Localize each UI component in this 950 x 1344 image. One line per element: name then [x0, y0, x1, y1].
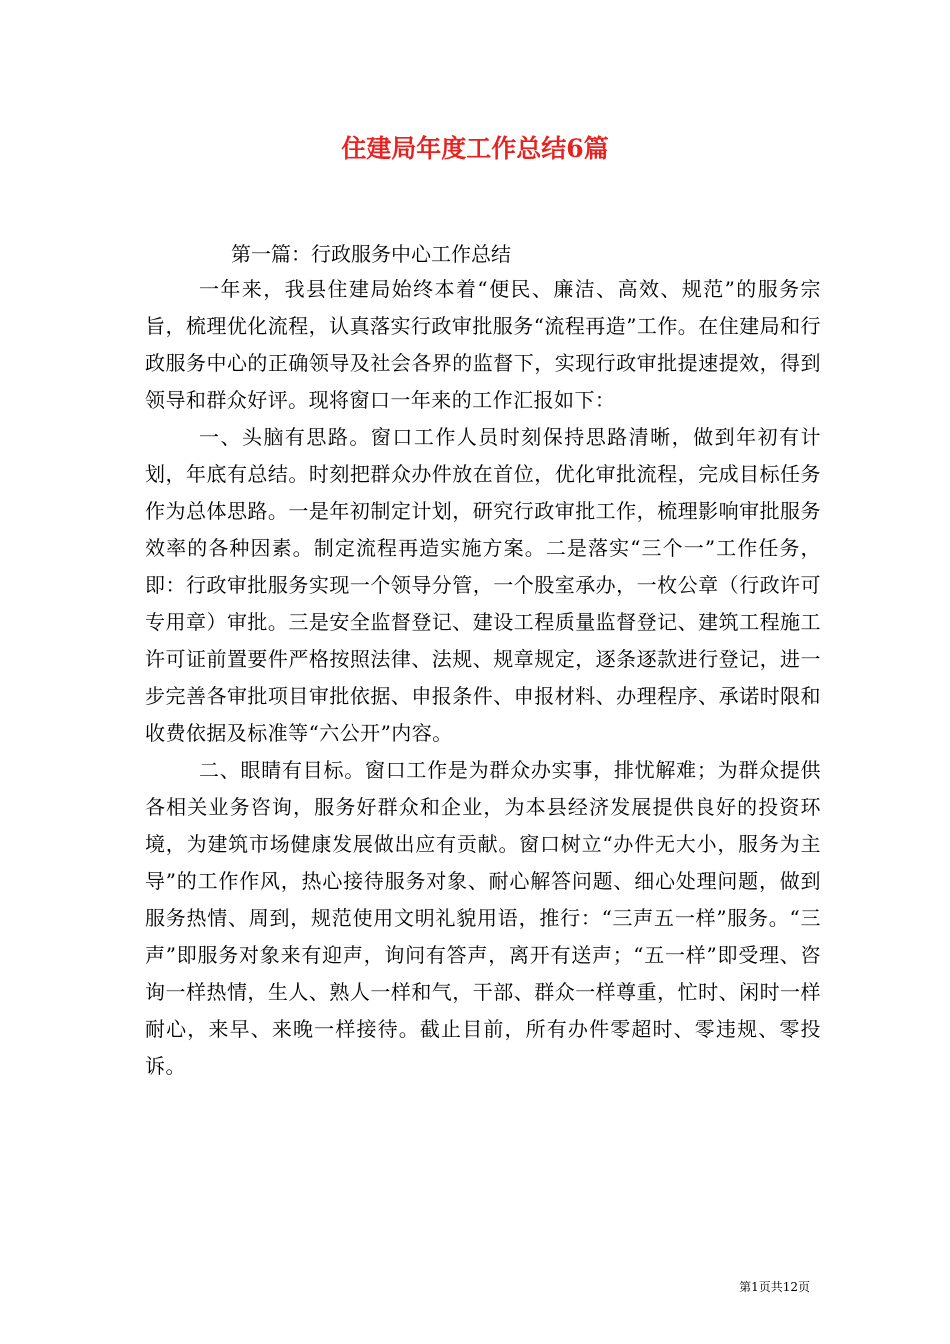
document-body: [145, 238, 821, 1085]
paragraph-point-two: 二、眼睛有目标。窗口工作是为群众办实事，排忧解难；为群众提供各相关业务咨询，服务好群众和企业，为本县经济发展提供良好的投资环境，为建筑市场健康发展做出应有贡献。窗口树立“办件无大小，服务为主导”的工作作风，热心接待服务对象、耐心解答问题、细心处理问题，做到服务热情、周到，规范使用文明礼貌用语，推行：“三声五一样”服务。“三声”即服务对象来有迎声，询问有答声，离开有送声；“五一样”即受理、咨询一样热情，生人、熟人一样和气，干部、群众一样尊重，忙时、闲时一样耐心，来早、来晚一样接待。截止目前，所有办件零超时、零违规、零投诉。: [145, 758, 821, 1078]
section-heading: 第一篇：行政服务中心工作总结: [231, 242, 511, 266]
paragraph-point-one: 一、头脑有思路。窗口工作人员时刻保持思路清晰，做到年初有计划，年底有总结。时刻把群众办件放在首位，优化审批流程，完成目标任务作为总体思路。一是年初制定计划，研究行政审批工作，梳理影响审批服务效率的各种因素。制定流程再造实施方案。二是落实“三个一”工作任务，即：行政审批服务实现一个领导分管，一个股室承办，一枚公章（行政许可专用章）审批。三是安全监督登记、建设工程质量监督登记、建筑工程施工许可证前置要件严格按照法律、法规、规章规定，逐条逐款进行登记，进一步完善各审批项目审批依据、申报条件、申报材料、办理程序、承诺时限和收费依据及标准等“六公开”内容。: [145, 425, 821, 745]
page-title: 住建局年度工作总结6篇: [341, 134, 609, 163]
paragraph-intro: 一年来，我县住建局始终本着“便民、廉洁、高效、规范”的服务宗旨，梳理优化流程，认真落实行政审批服务“流程再造”工作。在住建局和行政服务中心的正确领导及社会各界的监督下，实现行政审批提速提效，得到领导和群众好评。现将窗口一年来的工作汇报如下：: [145, 277, 821, 412]
page-number-footer: 第1页共12页: [739, 1280, 810, 1294]
